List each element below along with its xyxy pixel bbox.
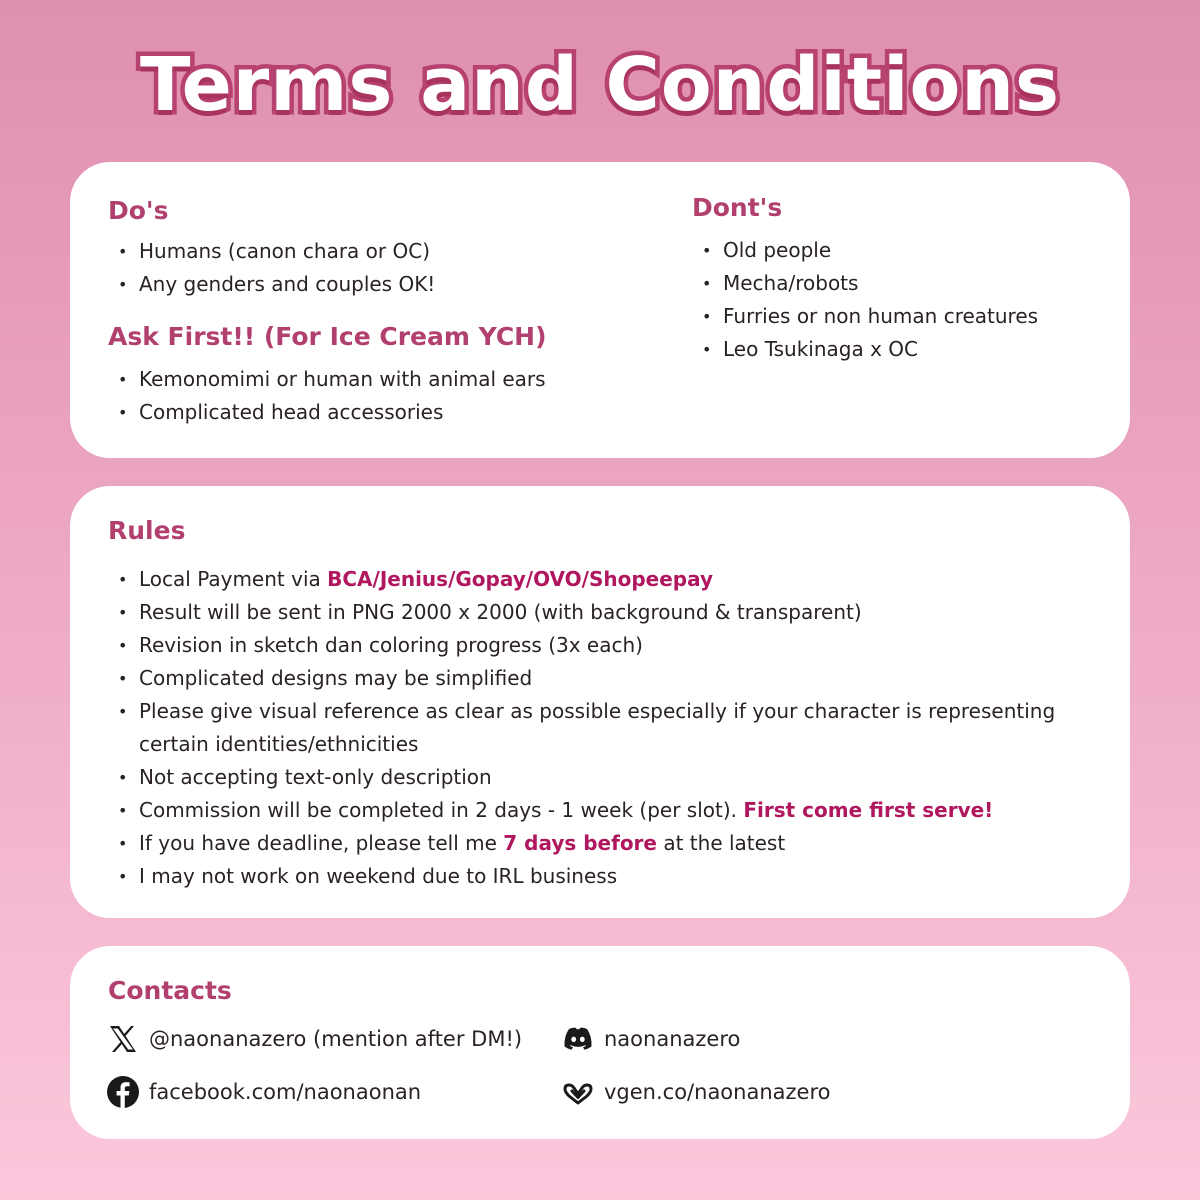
facebook-handle: facebook.com/naonaonan <box>149 1080 422 1104</box>
list-item: • Local Payment via BCA/Jenius/Gopay/OVO/Shopeepay <box>108 563 1098 596</box>
list-item: • Leo Tsukinaga x OC <box>692 333 1038 366</box>
dos-donts-card <box>70 162 1130 458</box>
x-icon <box>106 1022 140 1056</box>
vgen-icon <box>561 1075 595 1109</box>
list-item: • Not accepting text-only description <box>108 761 1098 794</box>
discord-contact[interactable] <box>561 1022 740 1056</box>
ask-first-heading: Ask First!! (For Ice Cream YCH) <box>108 322 547 351</box>
list-item: • If you have deadline, please tell me 7 days before at the latest <box>108 827 1098 860</box>
rules-heading: Rules <box>108 516 186 545</box>
discord-icon <box>561 1022 595 1056</box>
rules-card <box>70 486 1130 918</box>
list-item: • Complicated head accessories <box>108 396 546 429</box>
donts-heading: Dont's <box>692 193 783 222</box>
facebook-contact[interactable] <box>106 1075 421 1109</box>
list-item: • Any genders and couples OK! <box>108 268 435 301</box>
discord-handle: naonanazero <box>604 1027 741 1051</box>
rules-list <box>108 563 1098 893</box>
list-item: • Commission will be completed in 2 days - 1 week (per slot). First come first serve! <box>108 794 1098 827</box>
list-item: • Revision in sketch dan coloring progress (3x each) <box>108 629 1098 662</box>
dos-heading: Do's <box>108 196 169 225</box>
x-handle: @naonanazero (mention after DM!) <box>149 1027 523 1051</box>
contacts-card <box>70 946 1130 1139</box>
list-item: • Complicated designs may be simplified <box>108 662 1098 695</box>
x-contact[interactable] <box>106 1022 522 1056</box>
list-item: • Humans (canon chara or OC) <box>108 235 435 268</box>
vgen-handle: vgen.co/naonanazero <box>604 1080 831 1104</box>
contacts-heading: Contacts <box>108 976 232 1005</box>
list-item: • Old people <box>692 234 1038 267</box>
list-item: • Mecha/robots <box>692 267 1038 300</box>
list-item: • Furries or non human creatures <box>692 300 1038 333</box>
list-item: • I may not work on weekend due to IRL business <box>108 860 1098 893</box>
ask-first-list <box>108 363 546 429</box>
facebook-icon <box>106 1075 140 1109</box>
vgen-contact[interactable] <box>561 1075 830 1109</box>
donts-list <box>692 234 1038 366</box>
deadline-highlight: 7 days before <box>503 831 657 855</box>
page-title: Terms and Conditions <box>139 42 1061 128</box>
list-item: • Please give visual reference as clear as possible especially if your character is representing certain identities/ethnicities <box>108 695 1098 761</box>
first-come-highlight: First come first serve! <box>743 798 994 822</box>
list-item: • Result will be sent in PNG 2000 x 2000 (with background & transparent) <box>108 596 1098 629</box>
payment-methods: BCA/Jenius/Gopay/OVO/Shopeepay <box>327 567 714 591</box>
list-item: • Kemonomimi or human with animal ears <box>108 363 546 396</box>
dos-list <box>108 235 435 301</box>
